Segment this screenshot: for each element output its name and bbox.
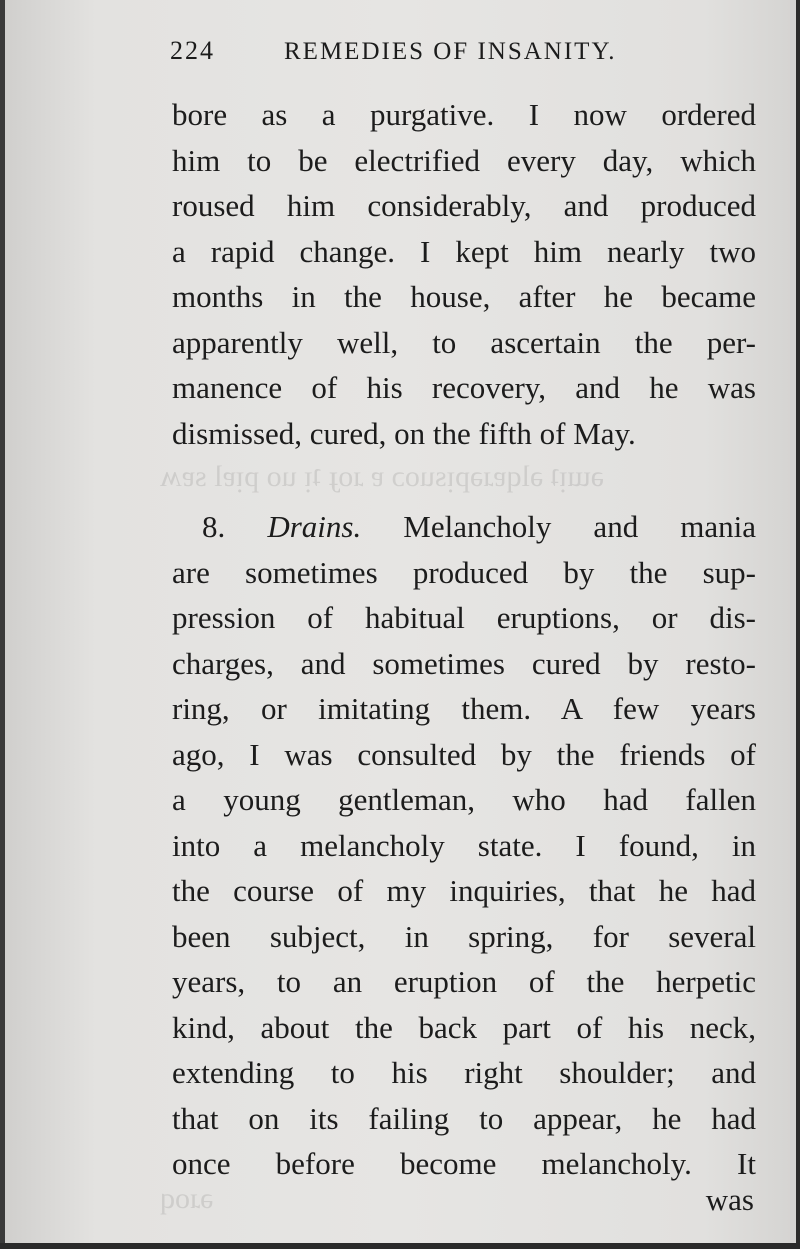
running-head: REMEDIES OF INSANITY. — [284, 38, 617, 65]
text-line: ring, or imitating them. A few years — [172, 691, 756, 726]
text-line: ago, I was consulted by the friends of — [172, 736, 756, 772]
page-number: 224 — [170, 36, 215, 65]
bleed-through-text: ǝɹoq — [160, 1182, 214, 1215]
left-page-edge — [0, 0, 5, 1249]
catchword: was — [705, 1182, 754, 1217]
text-line: are sometimes produced by the sup- — [172, 554, 756, 590]
text-line: years, to an eruption of the herpetic — [172, 964, 756, 999]
body-text — [172, 92, 756, 1187]
bottom-page-edge — [0, 1243, 800, 1249]
text-line: dismissed, cured, on the fifth of May. — [172, 415, 636, 451]
text-line: that on its failing to appear, he had — [172, 1100, 756, 1136]
text-line: extending to his right shoulder; and — [172, 1055, 756, 1090]
text-line: kind, about the back part of his neck, — [172, 1009, 756, 1045]
page-header — [170, 36, 770, 70]
section-first-line — [172, 504, 756, 550]
text-line: pression of habitual eruptions, or dis- — [172, 600, 756, 635]
text-line: a rapid change. I kept him nearly two — [172, 233, 756, 269]
text-line: been subject, in spring, for several — [172, 918, 756, 954]
section-number: 8. — [202, 509, 226, 544]
bleed-through-text: ǝɯᴉʇ ǝlqɐɹǝpᴉsuoɔ ɐ ɹoɟ ʇᴉ uo pᴉɐl sɐʍ — [160, 460, 605, 493]
right-page-edge — [796, 0, 800, 1249]
text-line: charges, and sometimes cured by resto- — [172, 645, 756, 681]
text-line: roused him considerably, and produced — [172, 188, 756, 223]
text-line: manence of his recovery, and he was — [172, 370, 756, 405]
text-line: bore as a purgative. I now ordered — [172, 97, 756, 132]
text-line: him to be electrified every day, which — [172, 142, 756, 178]
section-first-line-text: Melancholy and mania — [403, 509, 756, 544]
text-line: months in the house, after he became — [172, 279, 756, 314]
text-line: into a melancholy state. I found, in — [172, 827, 756, 863]
text-line: once before become melancholy. It — [172, 1146, 756, 1181]
section-heading: Drains. — [267, 509, 362, 544]
text-line: the course of my inquiries, that he had — [172, 873, 756, 908]
text-line: apparently well, to ascertain the per- — [172, 324, 756, 360]
paragraph-gap — [172, 456, 756, 504]
text-line: a young gentleman, who had fallen — [172, 782, 756, 817]
